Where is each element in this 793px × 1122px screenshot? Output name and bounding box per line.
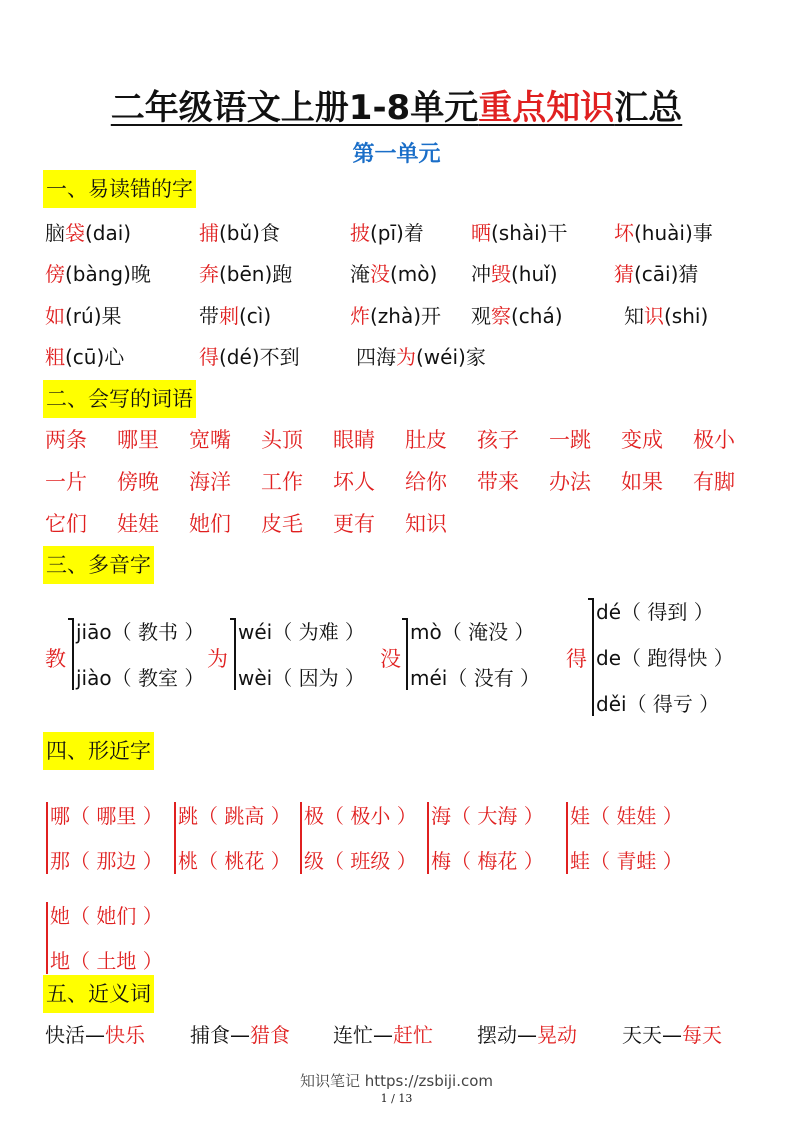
item-pinyin: (huǐ) <box>511 262 558 286</box>
polyphone-reading <box>76 616 204 645</box>
item-char: 刺 <box>219 304 239 328</box>
example-word: （ 得到 ） <box>621 600 714 624</box>
example-word: （ 因为 ） <box>272 666 365 690</box>
item-prefix: 四海 <box>356 345 396 369</box>
title-highlight: 重点知识 <box>478 88 615 128</box>
pinyin: jiào <box>76 666 112 690</box>
item-pinyin: (huài)事 <box>634 221 713 245</box>
polyphone-char: 为 <box>207 647 228 671</box>
synonym-pair <box>45 1019 145 1048</box>
item-char: 傍 <box>45 262 65 286</box>
item-prefix: 观 <box>471 304 491 328</box>
item-char: 得 <box>199 345 219 369</box>
vocab-word: 皮毛 <box>261 512 303 536</box>
vocab-word: 工作 <box>261 470 303 494</box>
section4-heading: 四、形近字 <box>43 732 154 770</box>
pinyin: jiāo <box>76 620 112 644</box>
similar-char-item: 地（ 土地 ） <box>50 949 163 973</box>
pinyin: mò <box>410 620 442 644</box>
vocab-word: 傍晚 <box>117 470 159 494</box>
title-text <box>111 88 682 128</box>
vocab-word: 坏人 <box>333 470 375 494</box>
polyphone-char: 教 <box>45 647 66 671</box>
vocab-word: 孩子 <box>477 428 519 452</box>
similar-char-item: 娃（ 娃娃 ） <box>570 804 683 828</box>
brace <box>566 802 568 874</box>
item-pinyin: (chá) <box>511 304 563 328</box>
polyphone-reading <box>596 642 734 671</box>
title-part1: 二年级语文上册1-8单元 <box>110 88 479 128</box>
polyphone-reading <box>596 688 719 717</box>
misread-item <box>614 258 698 287</box>
section3-heading: 三、多音字 <box>43 546 154 584</box>
synonym-pair <box>190 1019 290 1048</box>
item-char: 奔 <box>199 262 219 286</box>
pinyin: děi <box>596 692 627 716</box>
vocab-word: 头顶 <box>261 428 303 452</box>
polyphone-reading <box>238 662 365 691</box>
item-pinyin: (shi) <box>664 304 709 328</box>
item-char: 披 <box>350 221 370 245</box>
item-pinyin: (zhà)开 <box>370 304 442 328</box>
synonym-b: 赶忙 <box>393 1023 433 1047</box>
example-word: （ 为难 ） <box>272 620 365 644</box>
item-char: 坏 <box>614 221 634 245</box>
misread-item <box>45 258 151 287</box>
synonym-b: 快乐 <box>105 1023 145 1047</box>
title-part3: 汇总 <box>614 88 683 128</box>
misread-item <box>199 258 292 287</box>
vocab-word: 一片 <box>45 470 87 494</box>
item-char: 察 <box>491 304 511 328</box>
polyphone-reading <box>76 662 204 691</box>
page-number: 1 / 13 <box>380 1092 413 1105</box>
misread-item <box>199 217 280 246</box>
similar-char-item: 哪（ 哪里 ） <box>50 804 163 828</box>
polyphone-char: 得 <box>566 647 587 671</box>
vocab-word: 哪里 <box>117 428 159 452</box>
pinyin: méi <box>410 666 448 690</box>
example-word: （ 没有 ） <box>447 666 541 690</box>
item-char: 炸 <box>350 304 370 328</box>
item-char: 捕 <box>199 221 219 245</box>
pinyin: wéi <box>238 620 273 644</box>
similar-char-item: 她（ 她们 ） <box>50 904 163 928</box>
similar-char-item: 极（ 极小 ） <box>304 804 417 828</box>
example-word: （ 教室 ） <box>111 666 205 690</box>
misread-item <box>614 217 713 246</box>
synonym-pair <box>333 1019 433 1048</box>
example-word: （ 得亏 ） <box>626 692 720 716</box>
item-pinyin: (wéi)家 <box>416 345 486 369</box>
misread-item <box>471 258 558 287</box>
vocab-word: 办法 <box>549 470 591 494</box>
polyphone-reading <box>596 596 714 625</box>
brace <box>427 802 429 874</box>
polyphone-reading <box>410 616 534 645</box>
polyphone-char: 没 <box>380 647 401 671</box>
brace <box>300 802 302 874</box>
item-char: 毁 <box>491 262 511 286</box>
similar-char-item: 蛙（ 青蛙 ） <box>570 849 683 873</box>
pinyin: de <box>596 646 621 670</box>
misread-item <box>350 300 441 329</box>
brace <box>174 802 176 874</box>
misread-item <box>356 341 486 370</box>
synonym-a: 天天— <box>622 1023 682 1047</box>
item-prefix: 知 <box>624 304 644 328</box>
synonym-b: 晃动 <box>537 1023 577 1047</box>
section5-heading: 五、近义词 <box>43 975 154 1013</box>
similar-char-item: 桃（ 桃花 ） <box>178 849 291 873</box>
vocab-word: 给你 <box>405 470 447 494</box>
item-pinyin: (mò) <box>390 262 438 286</box>
similar-char-item: 梅（ 梅花 ） <box>431 849 544 873</box>
misread-item <box>624 300 708 329</box>
similar-char-item: 海（ 大海 ） <box>431 804 544 828</box>
misread-item <box>45 341 124 370</box>
similar-char-item: 跳（ 跳高 ） <box>178 804 291 828</box>
brace <box>46 802 48 874</box>
misread-item <box>45 217 131 246</box>
misread-item <box>471 217 568 246</box>
vocab-word: 娃娃 <box>117 512 159 536</box>
vocab-word: 两条 <box>45 428 87 452</box>
synonym-b: 猎食 <box>250 1023 290 1047</box>
polyphone-reading <box>238 616 365 645</box>
item-char: 没 <box>370 262 390 286</box>
item-char: 猜 <box>614 262 634 286</box>
vocab-word: 它们 <box>45 512 87 536</box>
vocab-word: 极小 <box>693 428 735 452</box>
item-prefix: 淹 <box>350 262 370 286</box>
misread-item <box>199 300 271 329</box>
item-pinyin: (bēn)跑 <box>219 262 293 286</box>
item-char: 粗 <box>45 345 65 369</box>
item-pinyin: (cāi)猜 <box>634 262 699 286</box>
misread-item <box>350 217 424 246</box>
misread-item <box>45 300 122 329</box>
vocab-word: 肚皮 <box>405 428 447 452</box>
brace <box>592 598 594 716</box>
example-word: （ 跑得快 ） <box>621 646 734 670</box>
section1-heading: 一、易读错的字 <box>43 170 196 208</box>
vocab-word: 如果 <box>621 470 663 494</box>
item-char: 晒 <box>471 221 491 245</box>
synonym-b: 每天 <box>682 1023 722 1047</box>
vocab-word: 知识 <box>405 512 447 536</box>
vocab-word: 更有 <box>333 512 375 536</box>
brace <box>46 902 48 974</box>
unit-title: 第一单元 <box>352 142 441 167</box>
item-pinyin: (dé)不到 <box>219 345 300 369</box>
vocab-word: 眼睛 <box>333 428 375 452</box>
example-word: （ 教书 ） <box>111 620 205 644</box>
pinyin: wèi <box>238 666 273 690</box>
synonym-a: 快活— <box>45 1023 105 1047</box>
item-prefix: 带 <box>199 304 219 328</box>
vocab-word: 宽嘴 <box>189 428 231 452</box>
example-word: （ 淹没 ） <box>441 620 535 644</box>
item-pinyin: (cū)心 <box>65 345 125 369</box>
misread-item <box>350 258 437 287</box>
vocab-word: 带来 <box>477 470 519 494</box>
similar-char-item: 级（ 班级 ） <box>304 849 417 873</box>
misread-item <box>471 300 563 329</box>
item-pinyin: (bǔ)食 <box>219 221 280 245</box>
vocab-word: 有脚 <box>693 470 735 494</box>
brace <box>72 618 74 690</box>
item-pinyin: (shài)干 <box>491 221 568 245</box>
polyphone-reading <box>410 662 540 691</box>
item-char: 如 <box>45 304 65 328</box>
synonym-a: 捕食— <box>190 1023 250 1047</box>
section2-heading: 二、会写的词语 <box>43 380 196 418</box>
vocab-word: 一跳 <box>549 428 591 452</box>
synonym-a: 摆动— <box>477 1023 537 1047</box>
item-char: 为 <box>396 345 416 369</box>
pinyin: dé <box>596 600 621 624</box>
item-prefix: 冲 <box>471 262 491 286</box>
misread-item <box>199 341 300 370</box>
vocab-word: 海洋 <box>189 470 231 494</box>
synonym-a: 连忙— <box>333 1023 393 1047</box>
footer-watermark: 知识笔记 https://zsbiji.com <box>299 1072 494 1090</box>
item-prefix: 脑 <box>45 221 65 245</box>
brace <box>234 618 236 690</box>
item-pinyin: (bàng)晚 <box>65 262 151 286</box>
item-char: 袋 <box>65 221 85 245</box>
item-pinyin: (rú)果 <box>65 304 122 328</box>
item-pinyin: (pī)着 <box>370 221 424 245</box>
similar-char-item: 那（ 那边 ） <box>50 849 163 873</box>
item-pinyin: (dai) <box>85 221 132 245</box>
brace <box>406 618 408 690</box>
page-title <box>0 80 793 129</box>
item-char: 识 <box>644 304 664 328</box>
synonym-pair <box>622 1019 722 1048</box>
vocab-word: 变成 <box>621 428 663 452</box>
vocab-word: 她们 <box>189 512 231 536</box>
synonym-pair <box>477 1019 577 1048</box>
item-pinyin: (cì) <box>239 304 272 328</box>
